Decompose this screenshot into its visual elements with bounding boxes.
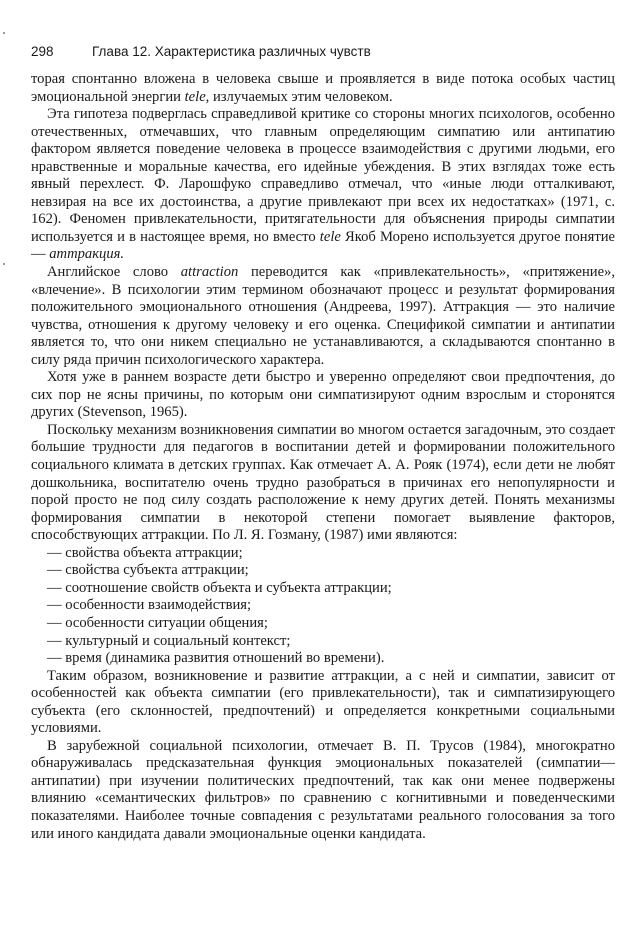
scan-speck [3, 32, 5, 34]
chapter-title: Глава 12. Характеристика различных чувств [92, 44, 371, 59]
list-item: — особенности ситуации общения; [47, 614, 268, 631]
paragraph-6: Таким образом, возникновение и развитие аттракции, а с ней и симпатии, зависит от особенностей как объекта симпатии (его привлекательности), так и симпатизирующего субъекта (его склонностей, предпочтений) и определяется конкретными социальными условиями. [31, 667, 615, 737]
scan-speck [3, 263, 5, 265]
paragraph-1: торая спонтанно вложена в человека свыше и проявляется в виде потока особых частиц эмоциональной энергии tele, излучаемых этим человеком. [31, 71, 615, 105]
paragraph-5: Поскольку механизм возникновения симпатии во многом остается загадочным, это создает большие трудности для педагогов в воспитании детей и формировании положительного социального климата в детских группах. Как отмечает А. А. Рояк (1974), если дети не любят дошкольника, воспитателю очень трудно разобраться в причинах его непопулярности и порой просто не под силу создать расположение к нему других детей. Понять механизмы формирования симпатии в некоторой степени помогает выявление факторов, способствующих аттракции. По Л. Я. Гозману, (1987) ими являются: [31, 421, 615, 544]
term-tele: tele, [184, 88, 210, 105]
paragraph-2: Эта гипотеза подверглась справедливой критике со стороны многих психологов, особенно отечественных, отмечавших, что главным определяющим симпатию или антипатию фактором является поведение человека в процессе взаимодействия с другими людьми, его нравственные и моральные качества, его идейные убеждения. В этих взглядах тоже есть явный перехлест. Ф. Ларошфуко справедливо отмечал, что «иные люди отталкивают, невзирая на все их достоинства, а другие привлекают при всех их недостатках» (1971, с. 162). Феномен привлекательности, притягательности для объяснения природы симпатии используется и в настоящее время, но вместо tele Якоб Морено используется другое понятие — аттракция. [31, 106, 615, 263]
term-attraction-ru: аттракция. [49, 246, 125, 263]
paragraph-3: Английское слово attraction переводится как «привлекательность», «притяжение», «влечение». В психологии этим термином обозначают процесс и результат формирования положительного эмоционального отношения (Андреева, 1997). Аттракция — это наличие чувства, отношения к другому человеку и его оценка. Спецификой симпатии и антипатии является то, что они никем специально не устанавливаются, а складываются спонтанно в силу ряда причин психологического характера. [31, 264, 616, 368]
paragraph-4: Хотя уже в раннем возрасте дети быстро и уверенно определяют свои предпочтения, до сих пор не ясны причины, по которым они симпатизируют одним взрослым и сторонятся других (Stevenson, 1965). [31, 369, 615, 421]
attraction-factors-list [31, 545, 615, 668]
paragraph-7: В зарубежной социальной психологии, отмечает В. П. Трусов (1984), многократно обнаруживалась предсказательная функция эмоциональных показателей (симпатии—антипатии) при изучении политических предпочтений, так как они менее подвержены влиянию «семантических фильтров» по сравнению с когнитивными и поведенческими показателями. Наиболее точные совпадения с результатами реального голосования за того или иного кандидата давали эмоциональные оценки кандидата. [31, 737, 615, 842]
list-item: — время (динамика развития отношений во времени). [47, 650, 385, 667]
list-item: — соотношение свойств объекта и субъекта аттракции; [47, 579, 392, 596]
page-number: 298 [31, 44, 54, 59]
running-header [31, 42, 591, 62]
term-attraction-en: attraction [180, 264, 239, 281]
list-item: — свойства объекта аттракции; [47, 544, 243, 561]
list-item: — особенности взаимодействия; [47, 597, 252, 614]
list-item: — свойства субъекта аттракции; [47, 562, 249, 579]
term-tele: tele [319, 228, 341, 245]
page-body [31, 71, 615, 843]
list-item: — культурный и социальный контекст; [47, 632, 291, 649]
